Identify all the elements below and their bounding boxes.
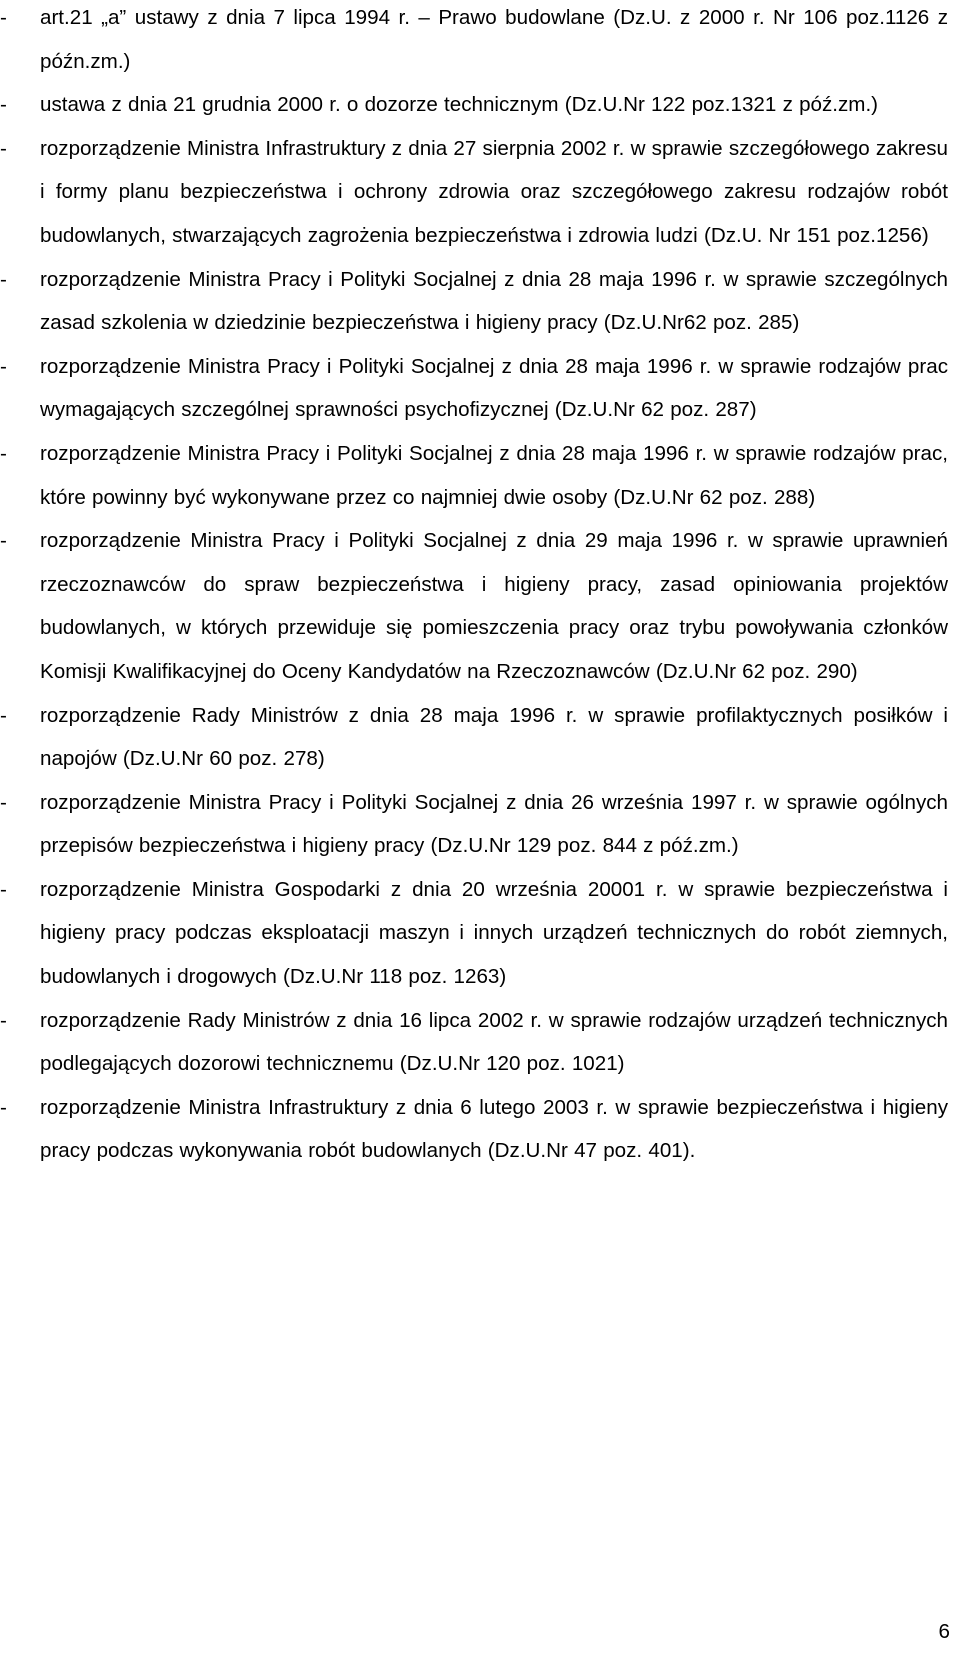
list-bullet: - xyxy=(0,136,7,160)
list-item xyxy=(0,999,960,1086)
list-item-text: rozporządzenie Ministra Infrastruktury z dnia 27 sierpnia 2002 r. w sprawie szczegółowego zakresu i formy planu bezpieczeństwa i ochrony zdrowia oraz szczegółowego zakresu rodzajów robót budowlanych, stwarzających zagrożenia bezpieczeństwa i zdrowia ludzi (Dz.U. Nr 151 poz.1256) xyxy=(40,136,948,247)
list-bullet: - xyxy=(0,354,7,378)
page-number: 6 xyxy=(938,1620,950,1643)
list-item-text: rozporządzenie Rady Ministrów z dnia 28 maja 1996 r. w sprawie profilaktycznych posiłków i napojów (Dz.U.Nr 60 poz. 278) xyxy=(40,703,948,771)
list-item xyxy=(0,1086,960,1173)
list-bullet: - xyxy=(0,93,7,117)
list-item-text: rozporządzenie Ministra Pracy i Polityki Socjalnej z dnia 29 maja 1996 r. w sprawie uprawnień rzeczoznawców do spraw bezpieczeństwa i higieny pracy, zasad opiniowania projektów budowlanych, w których przewiduje się pomieszczenia pracy oraz trybu powoływania członków Komisji Kwalifikacyjnej do Oceny Kandydatów na Rzeczoznawców (Dz.U.Nr 62 poz. 290) xyxy=(40,529,948,683)
list-item-text: rozporządzenie Rady Ministrów z dnia 16 lipca 2002 r. w sprawie rodzajów urządzeń technicznych podlegających dozorowi technicznemu (Dz.U.Nr 120 poz. 1021) xyxy=(40,1008,948,1076)
list-bullet: - xyxy=(0,267,7,291)
list-item xyxy=(0,694,960,781)
list-bullet: - xyxy=(0,703,7,727)
list-item xyxy=(0,0,960,83)
list-item xyxy=(0,83,960,127)
list-item xyxy=(0,868,960,999)
list-bullet: - xyxy=(0,790,7,814)
list-item-text: ustawa z dnia 21 grudnia 2000 r. o dozorze technicznym (Dz.U.Nr 122 poz.1321 z póź.zm.) xyxy=(40,93,879,117)
list-item-text: rozporządzenie Ministra Pracy i Polityki Socjalnej z dnia 28 maja 1996 r. w sprawie szczególnych zasad szkolenia w dziedzinie bezpieczeństwa i higieny pracy (Dz.U.Nr62 poz. 285) xyxy=(40,267,948,335)
list-bullet: - xyxy=(0,1095,7,1119)
list-item xyxy=(0,127,960,258)
list-item xyxy=(0,258,960,345)
list-bullet: - xyxy=(0,1008,7,1032)
list-item xyxy=(0,781,960,868)
list-bullet: - xyxy=(0,529,7,553)
list-item-text: rozporządzenie Ministra Pracy i Polityki Socjalnej z dnia 26 września 1997 r. w sprawie ogólnych przepisów bezpieczeństwa i higieny pracy (Dz.U.Nr 129 poz. 844 z póź.zm.) xyxy=(40,790,948,858)
list-bullet: - xyxy=(0,6,7,29)
list-item xyxy=(0,432,960,519)
list-item-text: rozporządzenie Ministra Pracy i Polityki Socjalnej z dnia 28 maja 1996 r. w sprawie rodzajów prac, które powinny być wykonywane przez co najmniej dwie osoby (Dz.U.Nr 62 poz. 288) xyxy=(40,441,948,509)
list-bullet: - xyxy=(0,877,7,901)
list-item-text: art.21 „a” ustawy z dnia 7 lipca 1994 r. – Prawo budowlane (Dz.U. z 2000 r. Nr 106 poz.1126 z późn.zm.) xyxy=(40,6,948,73)
list-item-text: rozporządzenie Ministra Pracy i Polityki Socjalnej z dnia 28 maja 1996 r. w sprawie rodzajów prac wymagających szczególnej sprawności psychofizycznej (Dz.U.Nr 62 poz. 287) xyxy=(40,354,948,422)
list-item-text: rozporządzenie Ministra Infrastruktury z dnia 6 lutego 2003 r. w sprawie bezpieczeństwa i higieny pracy podczas wykonywania robót budowlanych (Dz.U.Nr 47 poz. 401). xyxy=(40,1095,948,1163)
list-item xyxy=(0,345,960,432)
list-item xyxy=(0,519,960,693)
list-bullet: - xyxy=(0,441,7,465)
list-item-text: rozporządzenie Ministra Gospodarki z dnia 20 września 20001 r. w sprawie bezpieczeństwa i higieny pracy podczas eksploatacji maszyn i innych urządzeń technicznych do robót ziemnych, budowlanych i drogowych (Dz.U.Nr 118 poz. 1263) xyxy=(40,877,948,989)
